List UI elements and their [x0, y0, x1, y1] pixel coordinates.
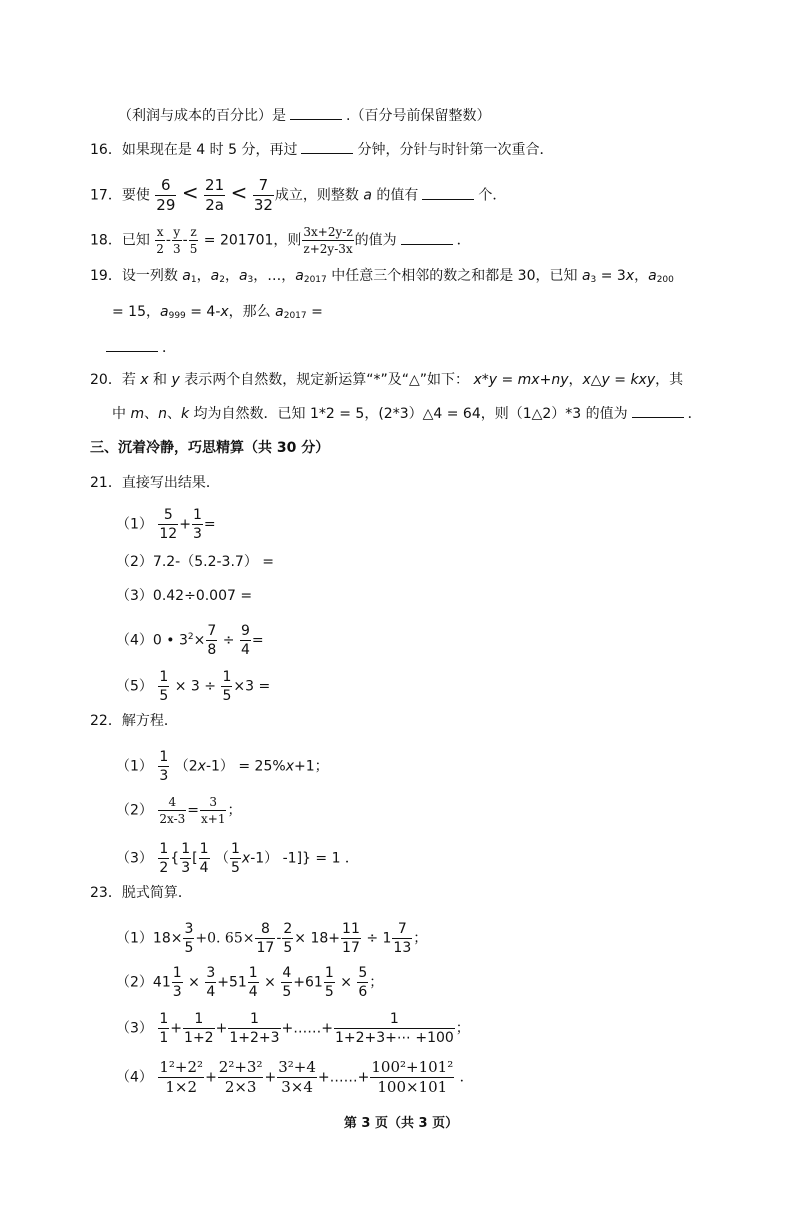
fraction: $\frac{\text{100²+101²}}{100\times 101}$	[371, 1058, 454, 1096]
fraction: $\frac{7}{32}$	[253, 176, 273, 214]
fraction: $\frac{\text{3²+4}}{3\times 4}$	[278, 1058, 316, 1096]
plus: +	[205, 1069, 217, 1086]
text: = 15，	[112, 304, 160, 320]
q21-part3	[116, 586, 252, 606]
text: ；	[227, 802, 242, 819]
fraction: $\frac{11}{17}$	[342, 921, 360, 956]
fraction: $\frac{1}{1+2}$	[184, 1011, 214, 1046]
fraction: $\frac{1}{5}$	[159, 669, 169, 704]
question-number: 19．	[90, 268, 122, 284]
text: ，其	[655, 372, 684, 388]
part-label: （2）	[116, 974, 153, 991]
q23-part3	[116, 1012, 470, 1045]
expression: x△y = kxy	[582, 372, 656, 388]
expression: -1） = 25%	[205, 758, 286, 775]
text: 如果现在是 4 时 5 分，再过	[121, 142, 298, 158]
part-label: （5）	[116, 678, 153, 695]
part-label: （1）	[116, 930, 153, 947]
question-19-line2	[112, 302, 323, 324]
text: 分钟，分针与时针第一次重合．	[357, 142, 554, 158]
expression: 0.42÷0.007 =	[152, 588, 253, 604]
page-number: 第 3 页（共 3 页）	[343, 1116, 459, 1131]
expression: （2	[174, 758, 198, 775]
text: （利润与成本的百分比）是	[118, 108, 286, 124]
times: ×	[188, 974, 200, 991]
fraction: $\frac{3}{5}$	[184, 921, 194, 956]
paren: （	[214, 850, 229, 867]
text: ．	[456, 232, 471, 249]
part-label: （2）	[116, 802, 153, 819]
sym: a	[210, 268, 220, 284]
fraction: $\frac{1}{3}$	[172, 965, 182, 1000]
fraction: $\frac{7}{8}$	[207, 623, 217, 658]
question-19: 19．设一列数 $a_1$，$a_2$，$a_3$，…，$a_{2017}$ 中任意三个相邻的数之和都是 30，已知 $a_3 = 3x$，$a_{200}$	[90, 268, 674, 285]
text: ．	[687, 406, 702, 422]
answer-blank[interactable]	[290, 106, 342, 120]
fraction: $\frac{1}{5}$	[222, 669, 232, 704]
expression: × 18+	[294, 930, 341, 947]
fraction: $\frac{y}{3}$	[172, 225, 181, 256]
text: = 3	[600, 268, 626, 284]
question-16	[90, 140, 553, 160]
text: 的值有	[376, 187, 419, 204]
text: 设一列数	[121, 268, 178, 284]
variable: x	[241, 850, 251, 867]
sym: a	[581, 268, 591, 284]
text: = 4-	[190, 304, 221, 320]
q23-part4	[116, 1060, 474, 1095]
less-than: <	[230, 180, 248, 205]
answer-blank[interactable]	[106, 338, 158, 352]
fraction: $\frac{1}{1}$	[159, 1011, 169, 1046]
text: ，那么	[228, 304, 271, 320]
exponent: 2	[187, 631, 194, 642]
expression: +0. 65×	[195, 930, 255, 947]
fraction: $\frac{1}{3}$	[159, 749, 169, 784]
fraction: $\frac{1}{4}$	[199, 841, 209, 876]
q21-part4	[116, 624, 264, 657]
part-label: （2）	[116, 554, 153, 570]
sub: 3	[247, 275, 254, 285]
ellipsis: +……+	[281, 1020, 333, 1037]
sub: 1	[190, 275, 197, 285]
answer-blank[interactable]	[422, 186, 474, 200]
sub: 2	[219, 275, 225, 285]
fraction: $\frac{1}{4}$	[248, 965, 258, 1000]
minus: -	[165, 232, 171, 249]
equals: =	[187, 802, 199, 819]
part-label: （4）	[116, 1069, 153, 1086]
plus: +	[264, 1069, 277, 1086]
expression: ÷ 1	[366, 930, 392, 947]
text: ，	[634, 268, 649, 284]
fraction: $\frac{x}{2}$	[156, 225, 164, 256]
fraction: $\frac{7}{13}$	[393, 921, 412, 956]
expression: ×3 =	[233, 678, 271, 695]
part-label: （3）	[116, 588, 153, 604]
variable: x	[220, 304, 229, 320]
expression: 18×	[152, 930, 183, 947]
variable: x	[625, 268, 635, 284]
q23-part1	[116, 922, 427, 955]
fraction: $\frac{4}{5}$	[282, 965, 292, 1000]
bracket: [	[192, 850, 198, 867]
divide: ÷	[222, 632, 235, 649]
text: ；	[455, 1020, 470, 1037]
text: ；	[369, 974, 384, 991]
fraction: $\frac{1}{3}$	[192, 507, 202, 542]
sym: a	[238, 268, 248, 284]
fraction: $\frac{z}{5}$	[189, 225, 198, 256]
text: 、	[144, 406, 159, 422]
part-label: （1）	[116, 758, 153, 775]
q23-part2	[116, 966, 383, 999]
question-19-line3	[106, 338, 176, 358]
expression: -1） -1]} = 1 ．	[250, 850, 359, 867]
part-label: （3）	[116, 850, 153, 867]
text: ，	[568, 372, 583, 388]
answer-blank[interactable]	[301, 140, 353, 154]
equals: =	[203, 516, 216, 533]
fraction: $\frac{8}{17}$	[256, 921, 275, 956]
question-number: 16．	[90, 142, 122, 158]
minus: -	[182, 232, 188, 249]
text: .（百分号前保留整数）	[346, 108, 491, 124]
q22-part1	[116, 750, 329, 783]
fraction: $\frac{3}{x+1}$	[201, 795, 226, 826]
times: ×	[193, 632, 206, 649]
fraction: $\frac{1}{5}$	[324, 965, 334, 1000]
q22-part2	[116, 796, 241, 825]
brace: {	[170, 850, 180, 867]
fraction: $\frac{6}{29}$	[156, 176, 176, 214]
expression: 0 • 3	[152, 632, 188, 649]
question-number: 18．	[90, 232, 122, 249]
expression: 41	[152, 974, 171, 991]
text: 均为自然数．已知 1*2 = 5，(2*3）△4 = 64，则（1△2）*3 的值为	[193, 406, 628, 422]
text: ；	[413, 930, 428, 947]
sym: a	[648, 268, 657, 284]
answer-blank[interactable]	[401, 231, 453, 245]
variable: x	[197, 758, 206, 775]
text: ．	[459, 1069, 474, 1086]
sym: a	[182, 268, 191, 284]
fraction: $\frac{1}{5}$	[230, 841, 240, 876]
section-heading: 三、沉着冷静，巧思精算（共 30 分）	[90, 440, 330, 456]
equals: =	[251, 632, 264, 649]
sub: 2017	[283, 311, 307, 321]
variable: a	[363, 187, 372, 204]
question-17	[90, 178, 506, 213]
sym: a	[160, 304, 169, 320]
text: =	[311, 304, 323, 320]
expression: × 3 ÷	[174, 678, 217, 695]
fraction: $\frac{5}{6}$	[358, 965, 368, 1000]
q21-part2	[116, 552, 274, 572]
text: 要使	[121, 187, 150, 204]
expression: +1；	[293, 758, 329, 775]
question-number: 20．	[90, 372, 122, 388]
sub: 3	[590, 275, 597, 285]
q22-part3	[116, 842, 359, 875]
part-label: （1）	[116, 516, 153, 533]
text: 成立，则整数	[274, 187, 359, 204]
part-label: （3）	[116, 1020, 153, 1037]
question-21-title: 21．直接写出结果．	[90, 475, 220, 491]
sub: 999	[168, 311, 186, 321]
sub: 200	[656, 275, 674, 285]
text: = 201701，则	[203, 232, 302, 249]
part-label: （4）	[116, 632, 153, 649]
text: 中	[112, 406, 126, 422]
plus: +	[179, 516, 191, 533]
answer-blank[interactable]	[632, 404, 684, 418]
text: 、	[166, 406, 181, 422]
fraction: $\frac{3x+2y-z}{z+2y-3x}$	[303, 225, 353, 256]
sym: a	[275, 304, 284, 320]
fraction: $\frac{1}{2}$	[159, 841, 169, 876]
minus: -	[276, 930, 282, 947]
variable: m	[130, 406, 145, 422]
fraction: $\frac{1}{1+2+3}$	[229, 1011, 280, 1046]
variable: x	[285, 758, 294, 775]
question-23-title: 23．脱式简算．	[90, 885, 192, 901]
times: ×	[340, 974, 352, 991]
text: ，…，	[253, 268, 296, 284]
text: 的值为	[354, 232, 397, 249]
text: 个．	[478, 187, 507, 204]
expression: +51	[217, 974, 247, 991]
question-number: 17．	[90, 187, 122, 204]
variable: n	[158, 406, 167, 422]
plus: +	[215, 1020, 228, 1037]
fraction: $\frac{5}{12}$	[159, 507, 178, 542]
ellipsis: +……+	[317, 1069, 370, 1086]
expression: 7.2-（5.2-3.7） =	[152, 554, 274, 570]
fraction: $\frac{2}{5}$	[283, 921, 293, 956]
plus: +	[170, 1020, 183, 1037]
q15-continuation	[118, 106, 490, 126]
fraction: $\frac{9}{4}$	[240, 623, 250, 658]
text: ．	[162, 340, 176, 356]
question-20	[90, 370, 683, 390]
text: 和	[153, 372, 168, 388]
q21-part1	[116, 508, 216, 541]
text: 表示两个自然数，规定新运算“*”及“△”如下：	[184, 372, 470, 388]
fraction: $\frac{\text{1²+2²}}{1\times 2}$	[159, 1058, 204, 1096]
fraction: $\frac{\text{2²+3²}}{2\times 3}$	[218, 1058, 263, 1096]
variable: k	[180, 406, 190, 422]
expression: x*y = mx+ny	[473, 372, 569, 388]
text: 中任意三个相邻的数之和都是 30，已知	[331, 268, 578, 284]
less-than: <	[181, 180, 199, 205]
question-20-line2	[112, 404, 702, 424]
sym: a	[295, 268, 304, 284]
variable: x	[140, 372, 149, 388]
times: ×	[264, 974, 276, 991]
text: 已知	[121, 232, 150, 249]
sub: 2017	[303, 275, 327, 285]
fraction: $\frac{4}{2x-3}$	[159, 795, 186, 826]
text: 若	[121, 372, 136, 388]
fraction: $\frac{1}{3}$	[181, 841, 191, 876]
question-22-title: 22．解方程．	[90, 713, 178, 729]
page-footer	[0, 1112, 802, 1131]
fraction: $\frac{3}{4}$	[206, 965, 216, 1000]
expression: +61	[293, 974, 323, 991]
q21-part5	[116, 670, 270, 703]
fraction: $\frac{1}{1+2+3+\cdots +100}$	[334, 1011, 454, 1046]
fraction: $\frac{21}{2a}$	[205, 176, 225, 214]
variable: y	[171, 372, 180, 388]
question-18	[90, 226, 471, 255]
